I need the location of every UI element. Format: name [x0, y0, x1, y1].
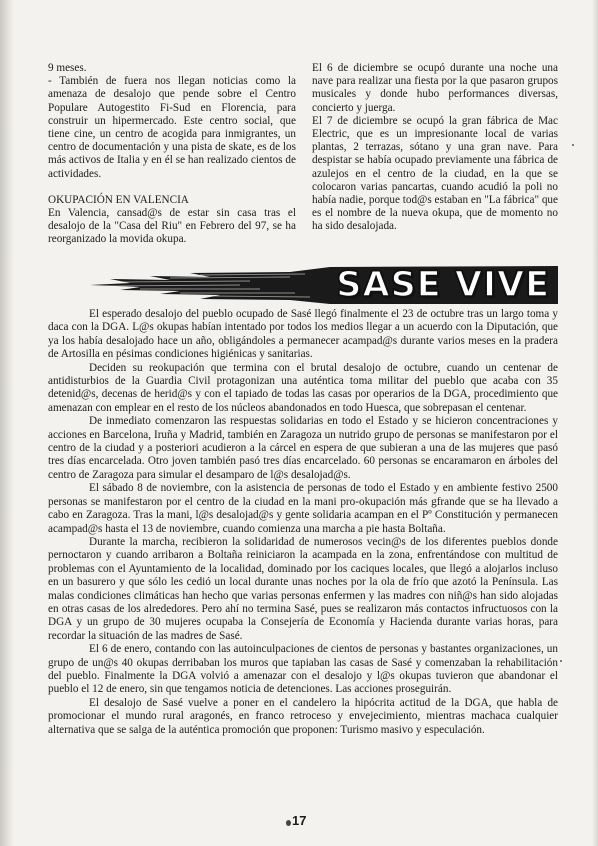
article-paragraph: El esperado desalojo del pueblo ocupado de Sasé llegó finalmente el 23 de octubre tras un largo toma y daca con la DGA. L@s okupas habían intentado por todos los medios llegar a un acuerdo con la Diputación, que ya los había desalojado hace un año, obligándoles a permanecer acampad@s durante varios meses en la pradera de Artosilla en pésimas condiciones higiénicas y sanitarias. — [48, 308, 558, 361]
left-column-paragraph: - También de fuera nos llegan noticias como la amenaza de desalojo que pende sobre el Centro Populare Autogestito Fi-Sud en Florencia, para construir un hipermercado. Este centro social, que tiene cine, un centro de acogida para inmigrantes, un centro de documentación y una pista de skate, es de los más activos de Italia y en él se han realizado cientos de actividades. — [48, 75, 296, 180]
page-edge-shadow — [592, 0, 598, 846]
print-speck — [560, 660, 562, 662]
article-paragraph: De inmediato comenzaron las respuestas solidarias en todo el Estado y se hicieron concentraciones y acciones en Barcelona, Iruña y Madrid, también en Zaragoza un nutrido grupo de personas se manifestaron por el centro de la ciudad y a posteriori acudieron a la cárcel en espera de que subieran a una de las mujeres que pasó tres días encarcelada. Otro joven también pasó tres días encarcelado. 60 personas se encaramaron en árboles del centro de Zaragoza para simular el desamparo de l@s desalojad@s. — [48, 415, 558, 481]
print-speck — [572, 144, 574, 146]
article-paragraph: Deciden su reokupación que termina con el brutal desalojo de octubre, cuando un centenar de antidisturbios de la Guardia Civil protagonizan una auténtica toma militar del pueblo que acaba con 35 detenid@s, decenas de herid@s y con el tapiado de todas las casas por operarios de la DGA, procedimiento que amenazan con emplear en el resto de los núcleos abandonados en todo Huesca, que sobrepasan el centenar. — [48, 361, 558, 414]
article-paragraph: El sábado 8 de noviembre, con la asistencia de personas de todo el Estado y en ambiente festivo 2500 personas se manifestaron por el centro de la ciudad en la mani pro-okupación más gfrande que se ha llevado a cabo en Zaragoza. Tras la mani, l@s desalojad@s y gente solidaria acampan en el Pº Constitución y permanecen acampad@s hasta el 13 de noviembre, cuando comienza una marcha a pie hasta Boltaña. — [48, 482, 558, 535]
article-banner — [90, 264, 558, 306]
left-column-paragraph: 9 meses. — [48, 62, 87, 74]
article-paragraph: Durante la marcha, recibieron la solidaridad de numerosos vecin@s de los diferentes pueblos donde pernoctaron y cuando arribaron a Boltaña reiniciaron la acampada en la zona, enfrentándose con multitud de problemas con el Ayuntamiento de la localidad, dominado por los caciques locales, que llegó a alojarlos incluso en un basurero y que sólo les cedió un local durante unas noches por la ola de frío que azotó la Península. Las malas condiciones climáticas han hecho que varias personas enfermen y las madres con niñ@s han sido alojadas en otras casas de los alrededores. Pero ahí no termina Sasé, pues se realizaron más contactos infructuosos con la DGA y un grupo de 30 mujeres ocupaba la Consejería de Economía y Hacienda durante varias horas, para recordar la situación de las madres de Sasé. — [48, 535, 558, 642]
ink-smudge — [286, 820, 291, 826]
section-heading-valencia: OKUPACIÓN EN VALENCIA — [48, 193, 189, 206]
article-paragraph: El 6 de enero, contando con las autoinculpaciones de cientos de personas y bastantes organizaciones, un grupo de un@s 40 okupas derribaban los muros que tapiaban las casas de Sasé y comenzaban la rehabilitación del pueblo. Finalmente la DGA volvió a amenazar con el desalojo y l@s okupas tuvieron que abandonar el pueblo el 12 de enero, sin que tengamos noticia de detenciones. Las acciones proseguirán. — [48, 643, 558, 696]
right-column — [312, 62, 558, 234]
left-column-paragraph: En Valencia, cansad@s de estar sin casa tras el desalojo de la "Casa del Riu" en Febrero del 97, se ha reorganizado la movida okupa. — [48, 207, 296, 246]
article-body — [48, 308, 558, 737]
article-paragraph: El desalojo de Sasé vuelve a poner en el candelero la hipócrita actitud de la DGA, que habla de promocionar el mundo rural aragonés, en franco retroceso y envejecimiento, mientras machaca cualquier alternativa que se salga de la auténtica promoción que proponen: Turismo masivo y especulación. — [48, 696, 558, 736]
banner-title: SASE VIVE — [336, 265, 550, 305]
page-number: 17 — [292, 813, 307, 828]
right-column-paragraph: El 7 de diciembre se ocupó la gran fábrica de Mac Electric, que es un impresionante local de varias plantas, 2 terrazas, sótano y una gran nave. Para despistar se había ocupado previamente una fábrica de azulejos en el centro de la ciudad, en la que se colocaron varias pancartas, cuando acudió la poli no había nadie, porque tod@s estaban en "La fábrica" que es el nombre de la nueva okupa, que de momento no ha sido desalojada. — [312, 114, 558, 233]
right-column-paragraph: El 6 de diciembre se ocupó durante una noche una nave para realizar una fiesta por la que pasaron grupos musicales y donde hubo performances diversas, concierto y juerga. — [312, 62, 558, 114]
left-column — [48, 62, 296, 257]
page-binding-shadow — [0, 0, 14, 846]
